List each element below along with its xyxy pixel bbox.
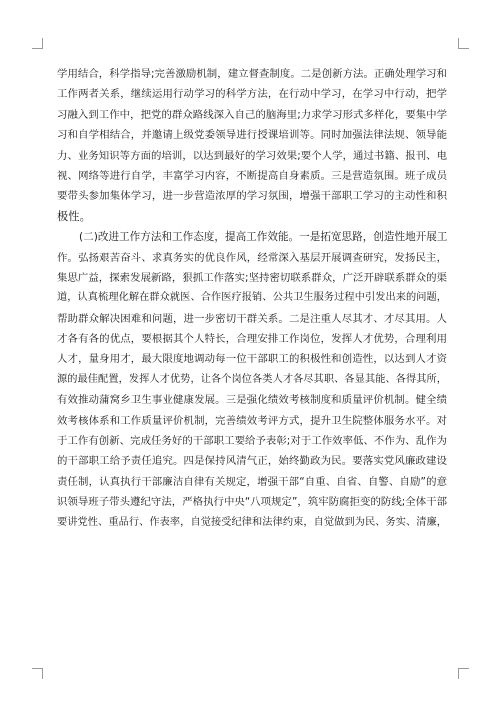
text-line: 的干部职工给予责任追究。四是保持风清气正，始终勤政为民。要落实党风廉政建设 (57, 455, 447, 468)
text-line: 作。弘扬艰苦奋斗、求真务实的优良作风，经常深入基层开展调查研究，发扬民主， (57, 251, 447, 264)
body-text (57, 64, 447, 533)
crop-mark-bottom-right (458, 668, 469, 679)
crop-mark-top-left (32, 38, 43, 49)
text-line: 学用结合，科学指导;完善激励机制，建立督查制度。二是创新方法。正确处理学习和 (57, 68, 447, 80)
text-line: 要带头参加集体学习，进一步营造浓厚的学习氛围，增强干部职工学习的主动性和积 (57, 190, 447, 203)
text-line: 集思广益，探索发展新路，狠抓工作落实;坚持密切联系群众，广泛开辟联系群众的渠 (57, 271, 447, 284)
text-line-paragraph-end: 极性。 (57, 209, 92, 223)
text-line: 才各有各的优点，要根据其个人特长，合理安排工作岗位，发挥人才优势，合理利用 (57, 333, 447, 346)
text-line: 工作两者关系，继续运用行动学习的科学方法，在行动中学习，在学习中行动，把学 (57, 88, 447, 101)
text-line: 习和自学相结合，并邀请上级党委领导进行授课培训等。同时加强法律法规、领导能 (57, 129, 447, 142)
text-line: 人才，量身用才，最大限度地调动每一位干部职工的积极性和创造性，以达到人才资 (57, 353, 447, 366)
text-line: 道，认真梳理化解在群众就医、合作医疗报销、公共卫生服务过程中引发出来的问题， (57, 292, 447, 304)
text-line: 责任制，认真执行干部廉洁自律有关规定，增强干部“自重、自省、自警、自励”的意 (57, 475, 447, 488)
text-line: 识领导班子带头遵纪守法，严格执行中央“八项规定”，筑牢防腐拒变的防线;全体干部 (57, 496, 447, 509)
text-line-paragraph-start: (二)改进工作方法和工作态度，提高工作效能。一是拓宽思路，创造性地开展工 (79, 231, 447, 244)
text-line: 力、业务知识等方面的培训，以达到最好的学习效果;要个人学，通过书籍、报刊、电 (57, 149, 447, 162)
text-line: 于工作有创新、完成任务好的干部职工要给予表彰;对于工作效率低、不作为、乱作为 (57, 435, 447, 448)
text-line: 习融入到工作中，把党的群众路线深入自己的脑海里;力求学习形式多样化，要集中学 (57, 108, 447, 121)
text-line: 帮助群众解决困难和问题，进一步密切干群关系。二是注重人尽其才、才尽其用。人 (57, 312, 447, 325)
text-line: 源的最佳配置，发挥人才优势，让各个岗位各类人才各尽其职、各显其能、各得其所， (57, 373, 447, 385)
text-line: 视、网络等进行自学，丰富学习内容，不断提高自身素质。三是营造氛围。班子成员 (57, 169, 447, 182)
crop-mark-bottom-left (32, 668, 43, 679)
text-line: 有效推动蒲窝乡卫生事业健康发展。三是强化绩效考核制度和质量评价机制。健全绩 (57, 394, 447, 407)
text-line: 效考核体系和工作质量评价机制，完善绩效考评方式，提升卫生院整体服务水平。对 (57, 414, 447, 427)
text-line: 要讲党性、重品行、作表率，自觉接受纪律和法律约束，自觉做到为民、务实、清廉， (57, 516, 447, 528)
crop-mark-top-right (458, 38, 469, 49)
